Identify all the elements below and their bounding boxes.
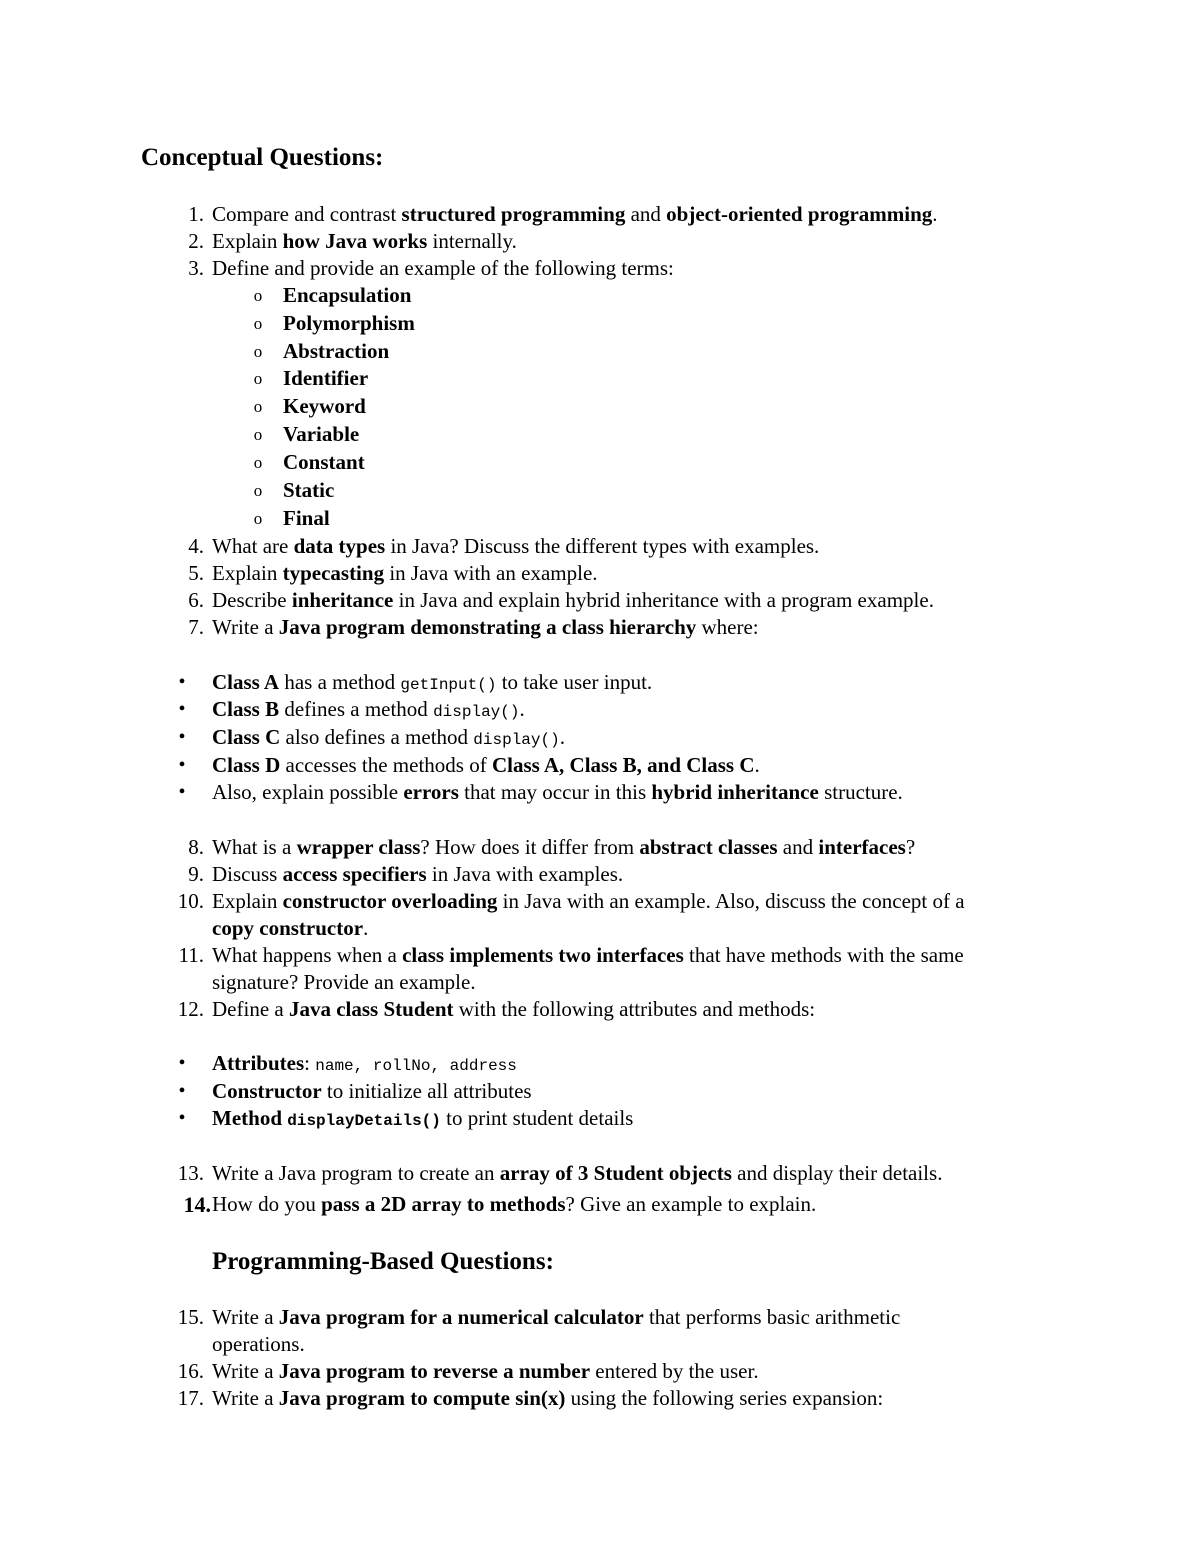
term-item [253, 282, 412, 309]
emphasis: Java class Student [288, 997, 454, 1021]
question-16 [177, 1358, 759, 1385]
question-text: Compare and contrast [212, 202, 402, 226]
question-number: 3. [188, 256, 204, 280]
question-text: What are [212, 534, 294, 558]
question-9 [188, 861, 624, 888]
emphasis: how Java works [282, 229, 428, 253]
question-number: 11. [178, 943, 204, 967]
question-7 [188, 614, 759, 641]
question-text: Explain [212, 561, 283, 585]
question-number: 1. [188, 202, 204, 226]
bullet-icon: • [178, 698, 186, 720]
emphasis: abstract classes [639, 835, 778, 859]
emphasis: data types [293, 534, 386, 558]
question-number: 15. [177, 1305, 204, 1329]
term-label: Polymorphism [283, 311, 415, 335]
emphasis: errors [403, 780, 459, 804]
circle-bullet-icon: o [253, 481, 263, 500]
circle-bullet-icon: o [253, 314, 263, 333]
code-snippet: getInput() [400, 676, 497, 694]
bullet-text: : [304, 1051, 316, 1075]
question-text: Write a Java program to create an [212, 1161, 500, 1185]
emphasis: constructor overloading [282, 889, 498, 913]
question-number: 7. [188, 615, 204, 639]
question-number: 13. [177, 1161, 204, 1185]
question-text: and [777, 835, 819, 859]
emphasis: object-oriented programming [666, 202, 933, 226]
bullet-text: Also, explain possible [212, 780, 404, 804]
question-text: Write a [212, 1305, 279, 1329]
bullet-icon: • [178, 1052, 186, 1074]
question-text: in Java with examples. [426, 862, 624, 886]
question-2 [188, 228, 517, 255]
question-text: ? [905, 835, 916, 859]
bullet-item [178, 1105, 634, 1135]
emphasis: access specifiers [282, 862, 427, 886]
code-snippet: displayDetails() [287, 1112, 441, 1130]
term-item [253, 477, 335, 504]
question-text: internally. [427, 229, 517, 253]
bullet-item [178, 724, 565, 754]
emphasis: Constructor [212, 1079, 322, 1103]
bullet-icon: • [178, 671, 186, 693]
question-text: Discuss [212, 862, 283, 886]
question-12 [177, 996, 816, 1023]
emphasis: Class A [212, 670, 280, 694]
question-text: Write a [212, 1359, 279, 1383]
question-text: that performs basic arithmetic [643, 1305, 901, 1329]
term-label: Final [283, 506, 330, 530]
question-number: 4. [188, 534, 204, 558]
circle-bullet-icon: o [253, 369, 263, 388]
question-text: How do you [212, 1192, 322, 1216]
bullet-text: . [559, 725, 565, 749]
question-15-continued [212, 1331, 305, 1358]
question-text: What is a [212, 835, 297, 859]
term-label: Abstraction [283, 339, 390, 363]
emphasis: wrapper class [296, 835, 421, 859]
question-number: 14. [183, 1192, 211, 1217]
term-label: Identifier [283, 366, 369, 390]
circle-bullet-icon: o [253, 286, 263, 305]
code-snippet: name, rollNo, address [315, 1057, 517, 1075]
circle-bullet-icon: o [253, 453, 263, 472]
question-text: Explain [212, 889, 283, 913]
question-text: ? How does it differ from [420, 835, 640, 859]
programming-heading: Programming-Based Questions: [212, 1248, 554, 1275]
question-text: and [625, 202, 667, 226]
term-label: Static [283, 478, 335, 502]
bullet-text: defines a method [279, 697, 434, 721]
emphasis: Class B [212, 697, 280, 721]
bullet-item [178, 779, 903, 806]
emphasis: Java program demonstrating a class hierarchy [278, 615, 697, 639]
code-snippet: display() [473, 731, 560, 749]
bullet-icon: • [178, 754, 186, 776]
term-item [253, 421, 360, 448]
question-number: 8. [188, 835, 204, 859]
bullet-text: also defines a method [280, 725, 474, 749]
emphasis: class implements two interfaces [402, 943, 684, 967]
term-label: Encapsulation [283, 283, 412, 307]
question-number: 9. [188, 862, 204, 886]
term-item [253, 338, 390, 365]
bullet-icon: • [178, 726, 186, 748]
question-text: with the following attributes and methods: [453, 997, 816, 1021]
term-label: Variable [283, 422, 360, 446]
question-11-continued [212, 969, 476, 996]
question-3 [188, 255, 674, 282]
bullet-text: to take user input. [496, 670, 653, 694]
question-17 [177, 1385, 884, 1412]
circle-bullet-icon: o [253, 425, 263, 444]
question-text: Define a [212, 997, 289, 1021]
circle-bullet-icon: o [253, 397, 263, 416]
emphasis: array of 3 Student objects [499, 1161, 732, 1185]
emphasis: copy constructor [212, 916, 364, 940]
question-text: where: [696, 615, 759, 639]
question-text: Write a [212, 1386, 279, 1410]
question-10 [177, 888, 965, 915]
term-label: Keyword [283, 394, 366, 418]
term-item [253, 393, 366, 420]
question-11 [178, 942, 964, 969]
question-text: in Java with an example. Also, discuss the concept of a [497, 889, 965, 913]
emphasis: inheritance [291, 588, 394, 612]
emphasis: Class C [212, 725, 281, 749]
question-number: 5. [188, 561, 204, 585]
question-number: 12. [177, 997, 204, 1021]
emphasis: pass a 2D array to methods [321, 1192, 566, 1216]
bullet-text: structure. [818, 780, 903, 804]
bullet-icon: • [178, 781, 186, 803]
question-4 [188, 533, 820, 560]
question-5 [188, 560, 598, 587]
emphasis: Attributes [212, 1051, 305, 1075]
question-number: 16. [177, 1359, 204, 1383]
bullet-text: to initialize all attributes [321, 1079, 532, 1103]
question-text: What happens when a [212, 943, 403, 967]
bullet-text: . [519, 697, 525, 721]
emphasis: Java program to compute sin(x) [278, 1386, 566, 1410]
question-text: Write a [212, 615, 279, 639]
circle-bullet-icon: o [253, 509, 263, 528]
question-text: Define and provide an example of the following terms: [212, 256, 674, 280]
emphasis: typecasting [282, 561, 385, 585]
question-6 [188, 587, 934, 614]
emphasis: hybrid inheritance [651, 780, 819, 804]
bullet-text: . [754, 753, 760, 777]
question-text: ? Give an example to explain. [565, 1192, 817, 1216]
emphasis: Method [212, 1106, 288, 1130]
bullet-item [178, 1050, 517, 1080]
bullet-icon: • [178, 1080, 186, 1102]
question-text: in Java and explain hybrid inheritance with a program example. [393, 588, 934, 612]
question-text: using the following series expansion: [565, 1386, 884, 1410]
emphasis: Class D [212, 753, 281, 777]
question-text: . [932, 202, 938, 226]
question-text: and display their details. [731, 1161, 943, 1185]
conceptual-heading: Conceptual Questions: [141, 144, 384, 171]
question-text: in Java with an example. [384, 561, 598, 585]
question-8 [188, 834, 916, 861]
question-15 [177, 1304, 901, 1331]
bullet-text: that may occur in this [458, 780, 652, 804]
bullet-text: to print student details [440, 1106, 634, 1130]
question-number: 10. [177, 889, 204, 913]
emphasis: interfaces [818, 835, 906, 859]
term-item [253, 365, 369, 392]
question-1 [188, 201, 938, 228]
bullet-text: accesses the methods of [280, 753, 492, 777]
question-text: signature? Provide an example. [212, 970, 476, 994]
code-snippet: display() [433, 703, 520, 721]
question-text: Explain [212, 229, 283, 253]
question-text: Describe [212, 588, 292, 612]
term-item [253, 310, 415, 337]
bullet-item [178, 669, 653, 699]
question-13 [177, 1160, 943, 1187]
question-number: 17. [177, 1386, 204, 1410]
emphasis: Class A, Class B, and Class C [491, 753, 755, 777]
question-text: entered by the user. [590, 1359, 759, 1383]
question-text: in Java? Discuss the different types with examples. [385, 534, 820, 558]
emphasis: Java program to reverse a number [278, 1359, 591, 1383]
term-item [253, 505, 330, 532]
term-label: Constant [283, 450, 365, 474]
bullet-icon: • [178, 1107, 186, 1129]
question-text: operations. [212, 1332, 305, 1356]
circle-bullet-icon: o [253, 342, 263, 361]
bullet-item [178, 696, 525, 726]
emphasis: Java program for a numerical calculator [278, 1305, 644, 1329]
question-number: 6. [188, 588, 204, 612]
bullet-item [178, 752, 760, 779]
question-10-continued [212, 915, 368, 942]
question-text: that have methods with the same [683, 943, 964, 967]
question-14 [183, 1191, 817, 1218]
bullet-text: has a method [279, 670, 401, 694]
bullet-item [178, 1078, 532, 1105]
term-item [253, 449, 365, 476]
question-number: 2. [188, 229, 204, 253]
emphasis: structured programming [401, 202, 626, 226]
question-text: . [363, 916, 369, 940]
